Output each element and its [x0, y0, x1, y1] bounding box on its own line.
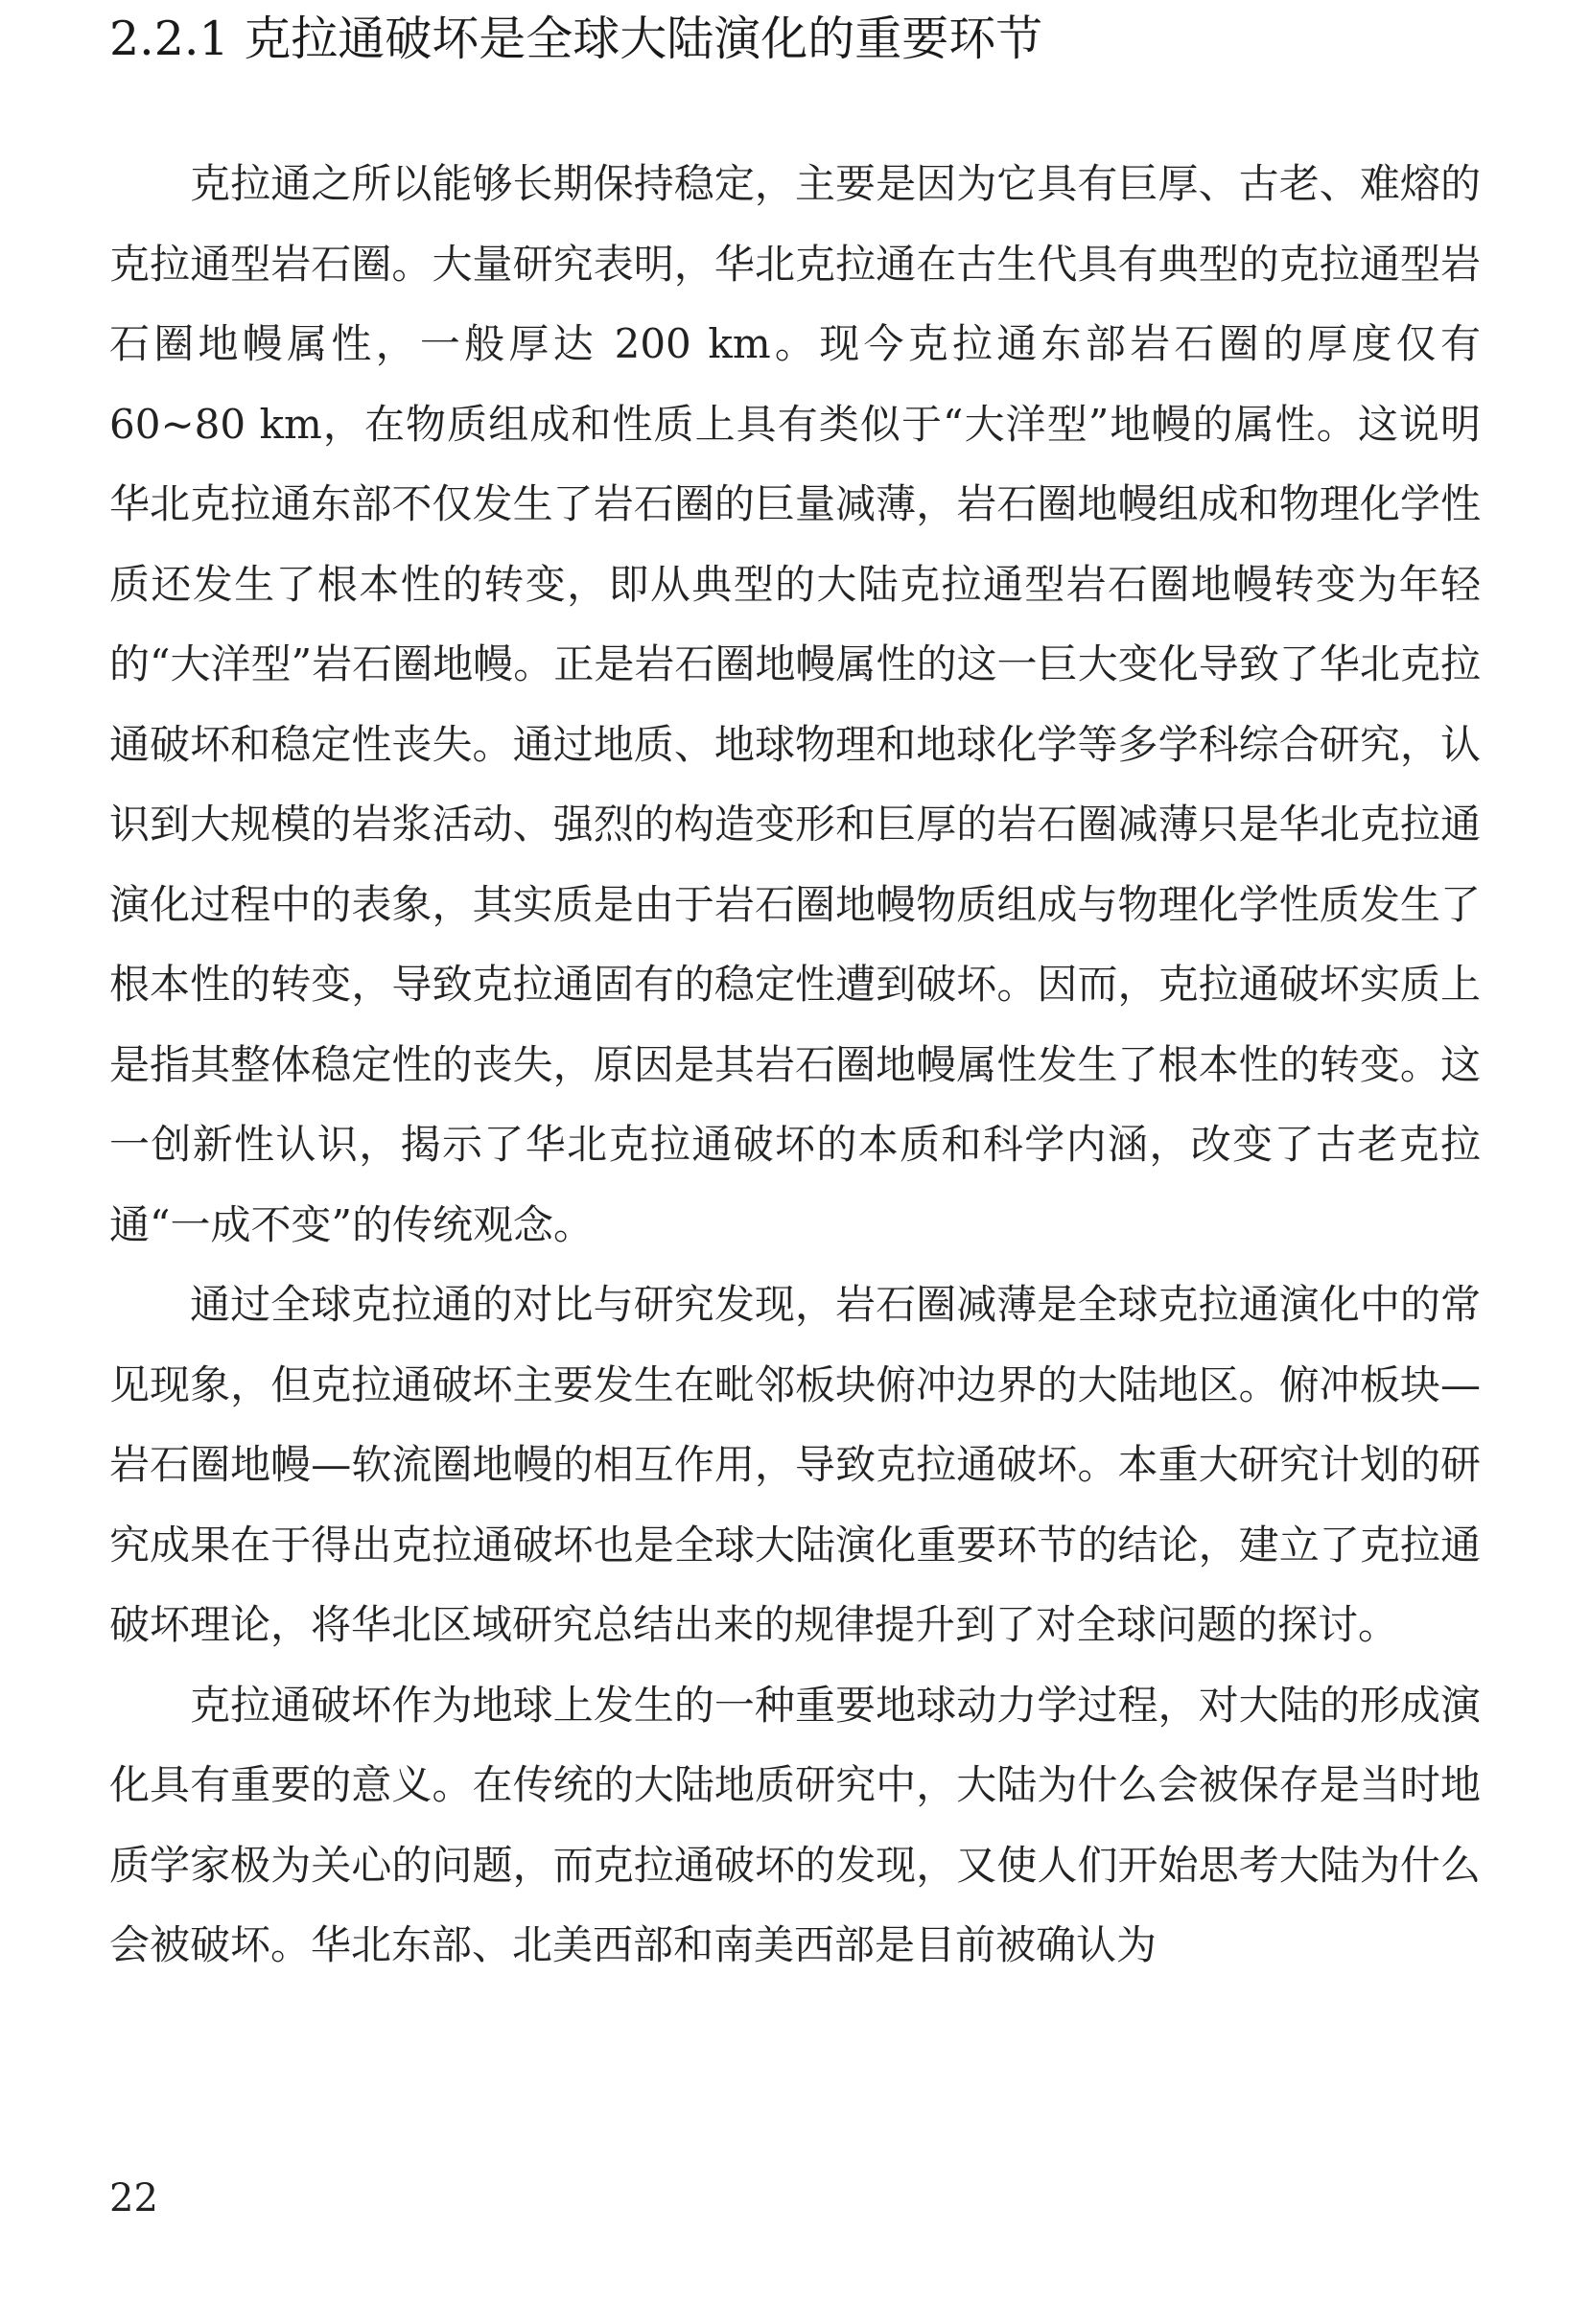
section-heading: 2.2.1 克拉通破坏是全球大陆演化的重要环节 — [109, 12, 1043, 66]
paragraph-1: 克拉通之所以能够长期保持稳定，主要是因为它具有巨厚、古老、难熔的克拉通型岩石圈。大量研究表明，华北克拉通在古生代具有典型的克拉通型岩石圈地幔属性，一般厚达 200 km。现今克拉通东部岩石圈的厚度仅有 60~80 km，在物质组成和性质上具有类似于“大洋型”地幔的属性。这说明华北克拉通东部不仅发生了岩石圈的巨量减薄，岩石圈地幔组成和物理化学性质还发生了根本性的转变，即从典型的大陆克拉通型岩石圈地幔转变为年轻的“大洋型”岩石圈地幔。正是岩石圈地幔属性的这一巨大变化导致了华北克拉通破坏和稳定性丧失。通过地质、地球物理和地球化学等多学科综合研究，认识到大规模的岩浆活动、强烈的构造变形和巨厚的岩石圈减薄只是华北克拉通演化过程中的表象，其实质是由于岩石圈地幔物质组成与物理化学性质发生了根本性的转变，导致克拉通固有的稳定性遭到破坏。因而，克拉通破坏实质上是指其整体稳定性的丧失，原因是其岩石圈地幔属性发生了根本性的转变。这一创新性认识，揭示了华北克拉通破坏的本质和科学内涵，改变了古老克拉通“一成不变”的传统观念。 — [109, 160, 1481, 1248]
paragraph-2: 通过全球克拉通的对比与研究发现，岩石圈减薄是全球克拉通演化中的常见现象，但克拉通破坏主要发生在毗邻板块俯冲边界的大陆地区。俯冲板块—岩石圈地幔—软流圈地幔的相互作用，导致克拉通破坏。本重大研究计划的研究成果在于得出克拉通破坏也是全球大陆演化重要环节的结论，建立了克拉通破坏理论，将华北区域研究总结出来的规律提升到了对全球问题的探讨。 — [109, 1281, 1481, 1648]
body-text — [109, 144, 1481, 1986]
paragraph-3: 克拉通破坏作为地球上发生的一种重要地球动力学过程，对大陆的形成演化具有重要的意义。在传统的大陆地质研究中，大陆为什么会被保存是当时地质学家极为关心的问题，而克拉通破坏的发现，又使人们开始思考大陆为什么会被破坏。华北东部、北美西部和南美西部是目前被确认为 — [109, 1681, 1481, 1968]
page-number: 22 — [109, 2176, 158, 2220]
